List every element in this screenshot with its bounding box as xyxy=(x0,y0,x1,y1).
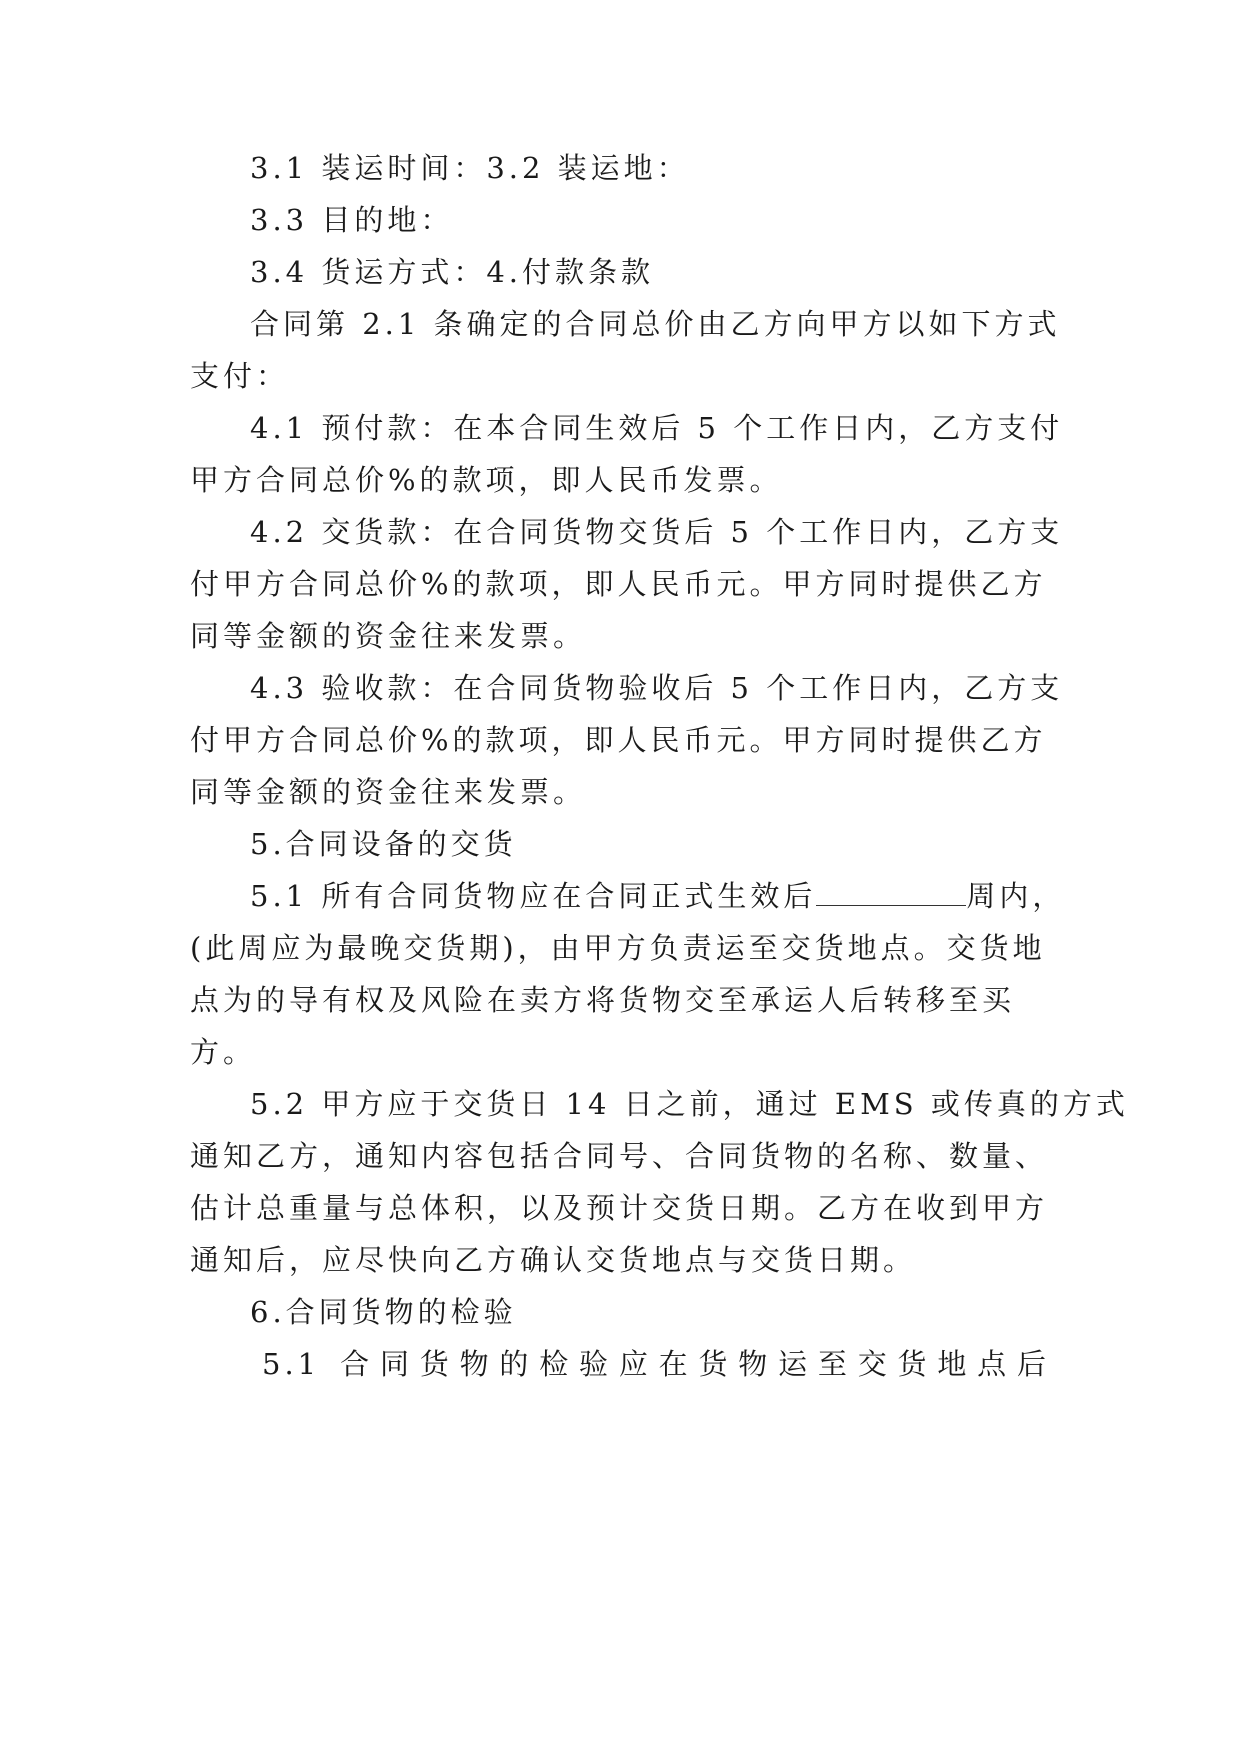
text-line: 4.3 验收款：在合同货物验收后 5 个工作日内，乙方支 xyxy=(250,671,1064,705)
text-line: 估计总重量与总体积，以及预计交货日期。乙方在收到甲方 xyxy=(190,1191,1049,1225)
text-line: 同等金额的资金往来发票。 xyxy=(190,619,587,653)
text-line: 付甲方合同总价%的款项，即人民币元。甲方同时提供乙方 xyxy=(190,723,1047,757)
text-line-prefix: 5.1 所有合同货物应在合同正式生效后 xyxy=(250,879,817,913)
text-line: 4.2 交货款：在合同货物交货后 5 个工作日内，乙方支 xyxy=(250,515,1064,549)
text-line: 4.1 预付款：在本合同生效后 5 个工作日内，乙方支付 xyxy=(250,411,1064,445)
fill-in-blank xyxy=(816,877,966,906)
text-line: 方。 xyxy=(190,1035,257,1069)
text-line: (此周应为最晚交货期)，由甲方负责运至交货地点。交货地 xyxy=(190,931,1046,965)
text-line: 通知乙方，通知内容包括合同号、合同货物的名称、数量、 xyxy=(190,1139,1049,1173)
text-line: 3.3 目的地： xyxy=(250,203,454,237)
text-line: 5.1 合同货物的检验应在货物运至交货地点后 xyxy=(262,1347,1050,1381)
text-line: 3.4 货运方式：4.付款条款 xyxy=(250,255,655,289)
text-line: 付甲方合同总价%的款项，即人民币元。甲方同时提供乙方 xyxy=(190,567,1047,601)
text-line-suffix: 周内， xyxy=(966,879,1066,913)
text-line: 通知后，应尽快向乙方确认交货地点与交货日期。 xyxy=(190,1243,917,1277)
text-line xyxy=(250,876,1066,916)
text-line: 3.1 装运时间：3.2 装运地： xyxy=(250,151,690,185)
text-line: 合同第 2.1 条确定的合同总价由乙方向甲方以如下方式 xyxy=(250,307,1061,341)
text-line: 5.2 甲方应于交货日 14 日之前，通过 EMS 或传真的方式 xyxy=(250,1087,1129,1121)
text-line: 支付： xyxy=(190,359,290,393)
text-line: 点为的导有权及风险在卖方将货物交至承运人后转移至买 xyxy=(190,983,1016,1017)
text-line: 甲方合同总价%的款项，即人民币发票。 xyxy=(190,463,783,497)
section-heading: 6.合同货物的检验 xyxy=(250,1295,517,1329)
text-line: 同等金额的资金往来发票。 xyxy=(190,775,587,809)
section-heading: 5.合同设备的交货 xyxy=(250,827,517,861)
